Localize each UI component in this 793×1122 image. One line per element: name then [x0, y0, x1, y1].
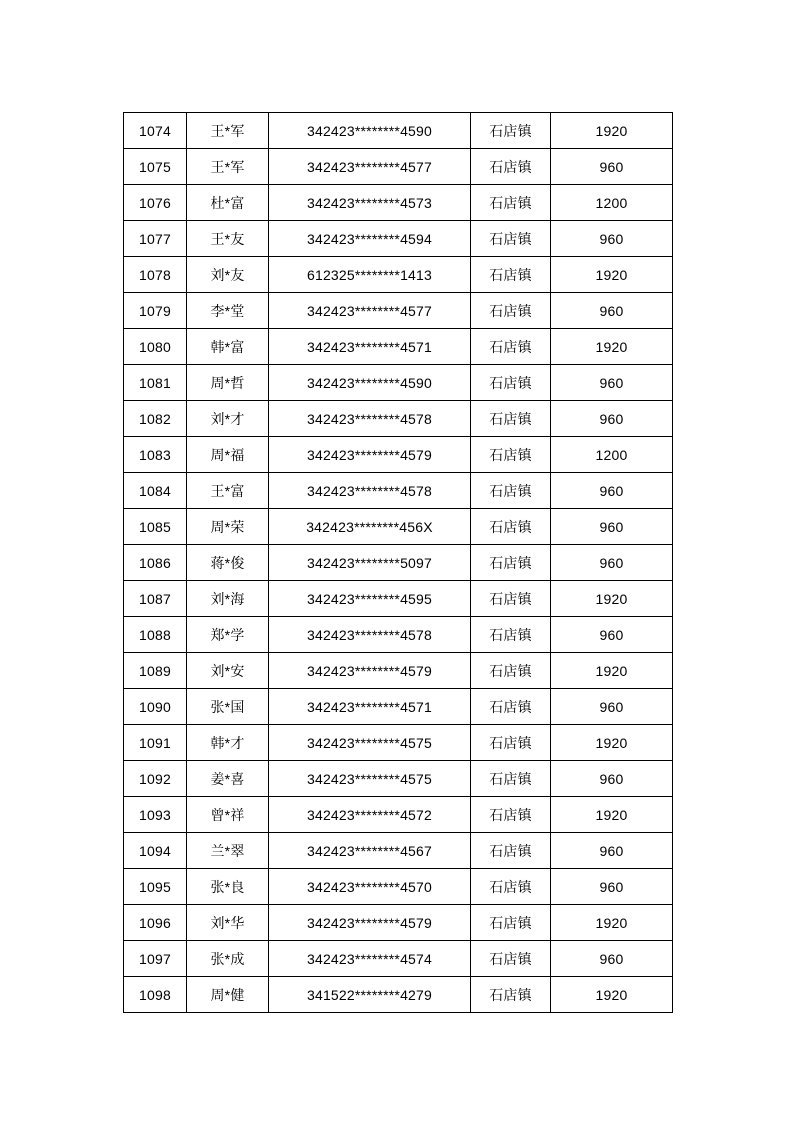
table-cell-town: 石店镇 — [471, 725, 551, 761]
table-cell-town: 石店镇 — [471, 797, 551, 833]
table-cell-id_number: 342423********4590 — [269, 113, 471, 149]
table-cell-amount: 960 — [551, 833, 673, 869]
table-cell-name: 刘*安 — [187, 653, 269, 689]
table-cell-amount: 1920 — [551, 257, 673, 293]
table-cell-index: 1080 — [124, 329, 187, 365]
table-cell-town: 石店镇 — [471, 617, 551, 653]
table-row — [124, 329, 673, 365]
table-cell-name: 周*健 — [187, 977, 269, 1013]
records-table — [123, 112, 673, 1013]
table-cell-id_number: 342423********4579 — [269, 653, 471, 689]
table-cell-name: 周*荣 — [187, 509, 269, 545]
table-row — [124, 689, 673, 725]
table-cell-index: 1075 — [124, 149, 187, 185]
table-cell-amount: 1920 — [551, 581, 673, 617]
table-cell-town: 石店镇 — [471, 689, 551, 725]
table-row — [124, 473, 673, 509]
table-cell-town: 石店镇 — [471, 941, 551, 977]
table-cell-id_number: 342423********4595 — [269, 581, 471, 617]
table-cell-name: 王*军 — [187, 113, 269, 149]
table-row — [124, 149, 673, 185]
table-cell-amount: 960 — [551, 365, 673, 401]
table-cell-town: 石店镇 — [471, 833, 551, 869]
table-cell-name: 兰*翠 — [187, 833, 269, 869]
table-cell-id_number: 342423********4579 — [269, 905, 471, 941]
table-cell-name: 刘*才 — [187, 401, 269, 437]
table-cell-town: 石店镇 — [471, 869, 551, 905]
table-row — [124, 977, 673, 1013]
table-cell-id_number: 342423********4577 — [269, 149, 471, 185]
table-cell-id_number: 342423********4590 — [269, 365, 471, 401]
table-cell-town: 石店镇 — [471, 977, 551, 1013]
table-row — [124, 617, 673, 653]
table-cell-name: 张*成 — [187, 941, 269, 977]
table-cell-amount: 960 — [551, 221, 673, 257]
table-cell-id_number: 342423********4575 — [269, 725, 471, 761]
table-cell-amount: 1200 — [551, 185, 673, 221]
table-cell-amount: 960 — [551, 617, 673, 653]
table-cell-index: 1097 — [124, 941, 187, 977]
table-cell-amount: 960 — [551, 761, 673, 797]
table-cell-amount: 960 — [551, 941, 673, 977]
table-cell-town: 石店镇 — [471, 365, 551, 401]
table-cell-index: 1085 — [124, 509, 187, 545]
table-cell-name: 韩*富 — [187, 329, 269, 365]
table-cell-index: 1077 — [124, 221, 187, 257]
table-cell-index: 1093 — [124, 797, 187, 833]
table-cell-town: 石店镇 — [471, 149, 551, 185]
table-cell-index: 1079 — [124, 293, 187, 329]
table-row — [124, 869, 673, 905]
table-cell-town: 石店镇 — [471, 653, 551, 689]
table-cell-index: 1078 — [124, 257, 187, 293]
table-row — [124, 545, 673, 581]
table-cell-index: 1081 — [124, 365, 187, 401]
table-cell-index: 1091 — [124, 725, 187, 761]
table-cell-id_number: 342423********4578 — [269, 473, 471, 509]
table-cell-name: 王*友 — [187, 221, 269, 257]
table-cell-amount: 1920 — [551, 653, 673, 689]
table-cell-index: 1088 — [124, 617, 187, 653]
table-cell-name: 蒋*俊 — [187, 545, 269, 581]
table-row — [124, 797, 673, 833]
table-cell-index: 1096 — [124, 905, 187, 941]
table-cell-name: 刘*友 — [187, 257, 269, 293]
table-cell-amount: 1920 — [551, 797, 673, 833]
table-cell-id_number: 342423********5097 — [269, 545, 471, 581]
table-row — [124, 833, 673, 869]
table-cell-id_number: 342423********4578 — [269, 617, 471, 653]
table-cell-town: 石店镇 — [471, 221, 551, 257]
table-cell-id_number: 342423********4574 — [269, 941, 471, 977]
table-cell-name: 姜*喜 — [187, 761, 269, 797]
table-cell-index: 1086 — [124, 545, 187, 581]
table-row — [124, 509, 673, 545]
table-row — [124, 185, 673, 221]
table-cell-index: 1089 — [124, 653, 187, 689]
table-cell-amount: 960 — [551, 689, 673, 725]
table-row — [124, 905, 673, 941]
table-cell-index: 1092 — [124, 761, 187, 797]
table-row — [124, 293, 673, 329]
table-cell-name: 韩*才 — [187, 725, 269, 761]
table-cell-id_number: 342423********4579 — [269, 437, 471, 473]
table-cell-amount: 960 — [551, 293, 673, 329]
table-cell-town: 石店镇 — [471, 113, 551, 149]
table-cell-index: 1098 — [124, 977, 187, 1013]
table-cell-id_number: 342423********4575 — [269, 761, 471, 797]
table-cell-id_number: 342423********4572 — [269, 797, 471, 833]
table-cell-name: 刘*华 — [187, 905, 269, 941]
table-cell-id_number: 342423********4571 — [269, 689, 471, 725]
table-cell-amount: 960 — [551, 473, 673, 509]
table-cell-amount: 1200 — [551, 437, 673, 473]
table-cell-town: 石店镇 — [471, 905, 551, 941]
table-cell-name: 杜*富 — [187, 185, 269, 221]
table-row — [124, 653, 673, 689]
table-cell-index: 1083 — [124, 437, 187, 473]
table-cell-town: 石店镇 — [471, 761, 551, 797]
table-row — [124, 725, 673, 761]
table-cell-amount: 960 — [551, 401, 673, 437]
table-cell-name: 王*军 — [187, 149, 269, 185]
table-row — [124, 257, 673, 293]
table-row — [124, 581, 673, 617]
table-row — [124, 437, 673, 473]
table-cell-index: 1090 — [124, 689, 187, 725]
table-cell-town: 石店镇 — [471, 185, 551, 221]
table-cell-name: 郑*学 — [187, 617, 269, 653]
table-cell-id_number: 342423********4594 — [269, 221, 471, 257]
table-cell-name: 曾*祥 — [187, 797, 269, 833]
table-cell-name: 周*哲 — [187, 365, 269, 401]
table-cell-name: 李*堂 — [187, 293, 269, 329]
table-row — [124, 113, 673, 149]
table-cell-name: 周*福 — [187, 437, 269, 473]
table-cell-town: 石店镇 — [471, 437, 551, 473]
table-cell-amount: 1920 — [551, 725, 673, 761]
table-cell-name: 刘*海 — [187, 581, 269, 617]
table-cell-town: 石店镇 — [471, 329, 551, 365]
table-cell-town: 石店镇 — [471, 293, 551, 329]
table-cell-amount: 960 — [551, 545, 673, 581]
table-cell-id_number: 342423********4570 — [269, 869, 471, 905]
table-cell-town: 石店镇 — [471, 257, 551, 293]
table-cell-name: 张*国 — [187, 689, 269, 725]
table-cell-index: 1095 — [124, 869, 187, 905]
table-row — [124, 365, 673, 401]
table-cell-id_number: 342423********4573 — [269, 185, 471, 221]
table-cell-index: 1084 — [124, 473, 187, 509]
table-cell-id_number: 341522********4279 — [269, 977, 471, 1013]
table-cell-id_number: 342423********4578 — [269, 401, 471, 437]
table-cell-town: 石店镇 — [471, 473, 551, 509]
table-cell-name: 王*富 — [187, 473, 269, 509]
table-cell-amount: 1920 — [551, 113, 673, 149]
table-row — [124, 941, 673, 977]
table-row — [124, 401, 673, 437]
table-cell-index: 1076 — [124, 185, 187, 221]
table-cell-amount: 1920 — [551, 905, 673, 941]
table-cell-id_number: 342423********4577 — [269, 293, 471, 329]
table-cell-index: 1094 — [124, 833, 187, 869]
table-cell-amount: 1920 — [551, 977, 673, 1013]
table-row — [124, 761, 673, 797]
table-cell-id_number: 342423********4571 — [269, 329, 471, 365]
table-cell-amount: 960 — [551, 509, 673, 545]
table-cell-town: 石店镇 — [471, 509, 551, 545]
table-cell-index: 1087 — [124, 581, 187, 617]
table-cell-amount: 1920 — [551, 329, 673, 365]
table-cell-index: 1082 — [124, 401, 187, 437]
records-table-body — [124, 113, 673, 1013]
table-cell-town: 石店镇 — [471, 581, 551, 617]
table-cell-amount: 960 — [551, 149, 673, 185]
table-cell-town: 石店镇 — [471, 545, 551, 581]
table-cell-id_number: 342423********456X — [269, 509, 471, 545]
table-cell-id_number: 612325********1413 — [269, 257, 471, 293]
table-cell-town: 石店镇 — [471, 401, 551, 437]
table-cell-amount: 960 — [551, 869, 673, 905]
table-cell-index: 1074 — [124, 113, 187, 149]
table-cell-id_number: 342423********4567 — [269, 833, 471, 869]
table-cell-name: 张*良 — [187, 869, 269, 905]
table-row — [124, 221, 673, 257]
